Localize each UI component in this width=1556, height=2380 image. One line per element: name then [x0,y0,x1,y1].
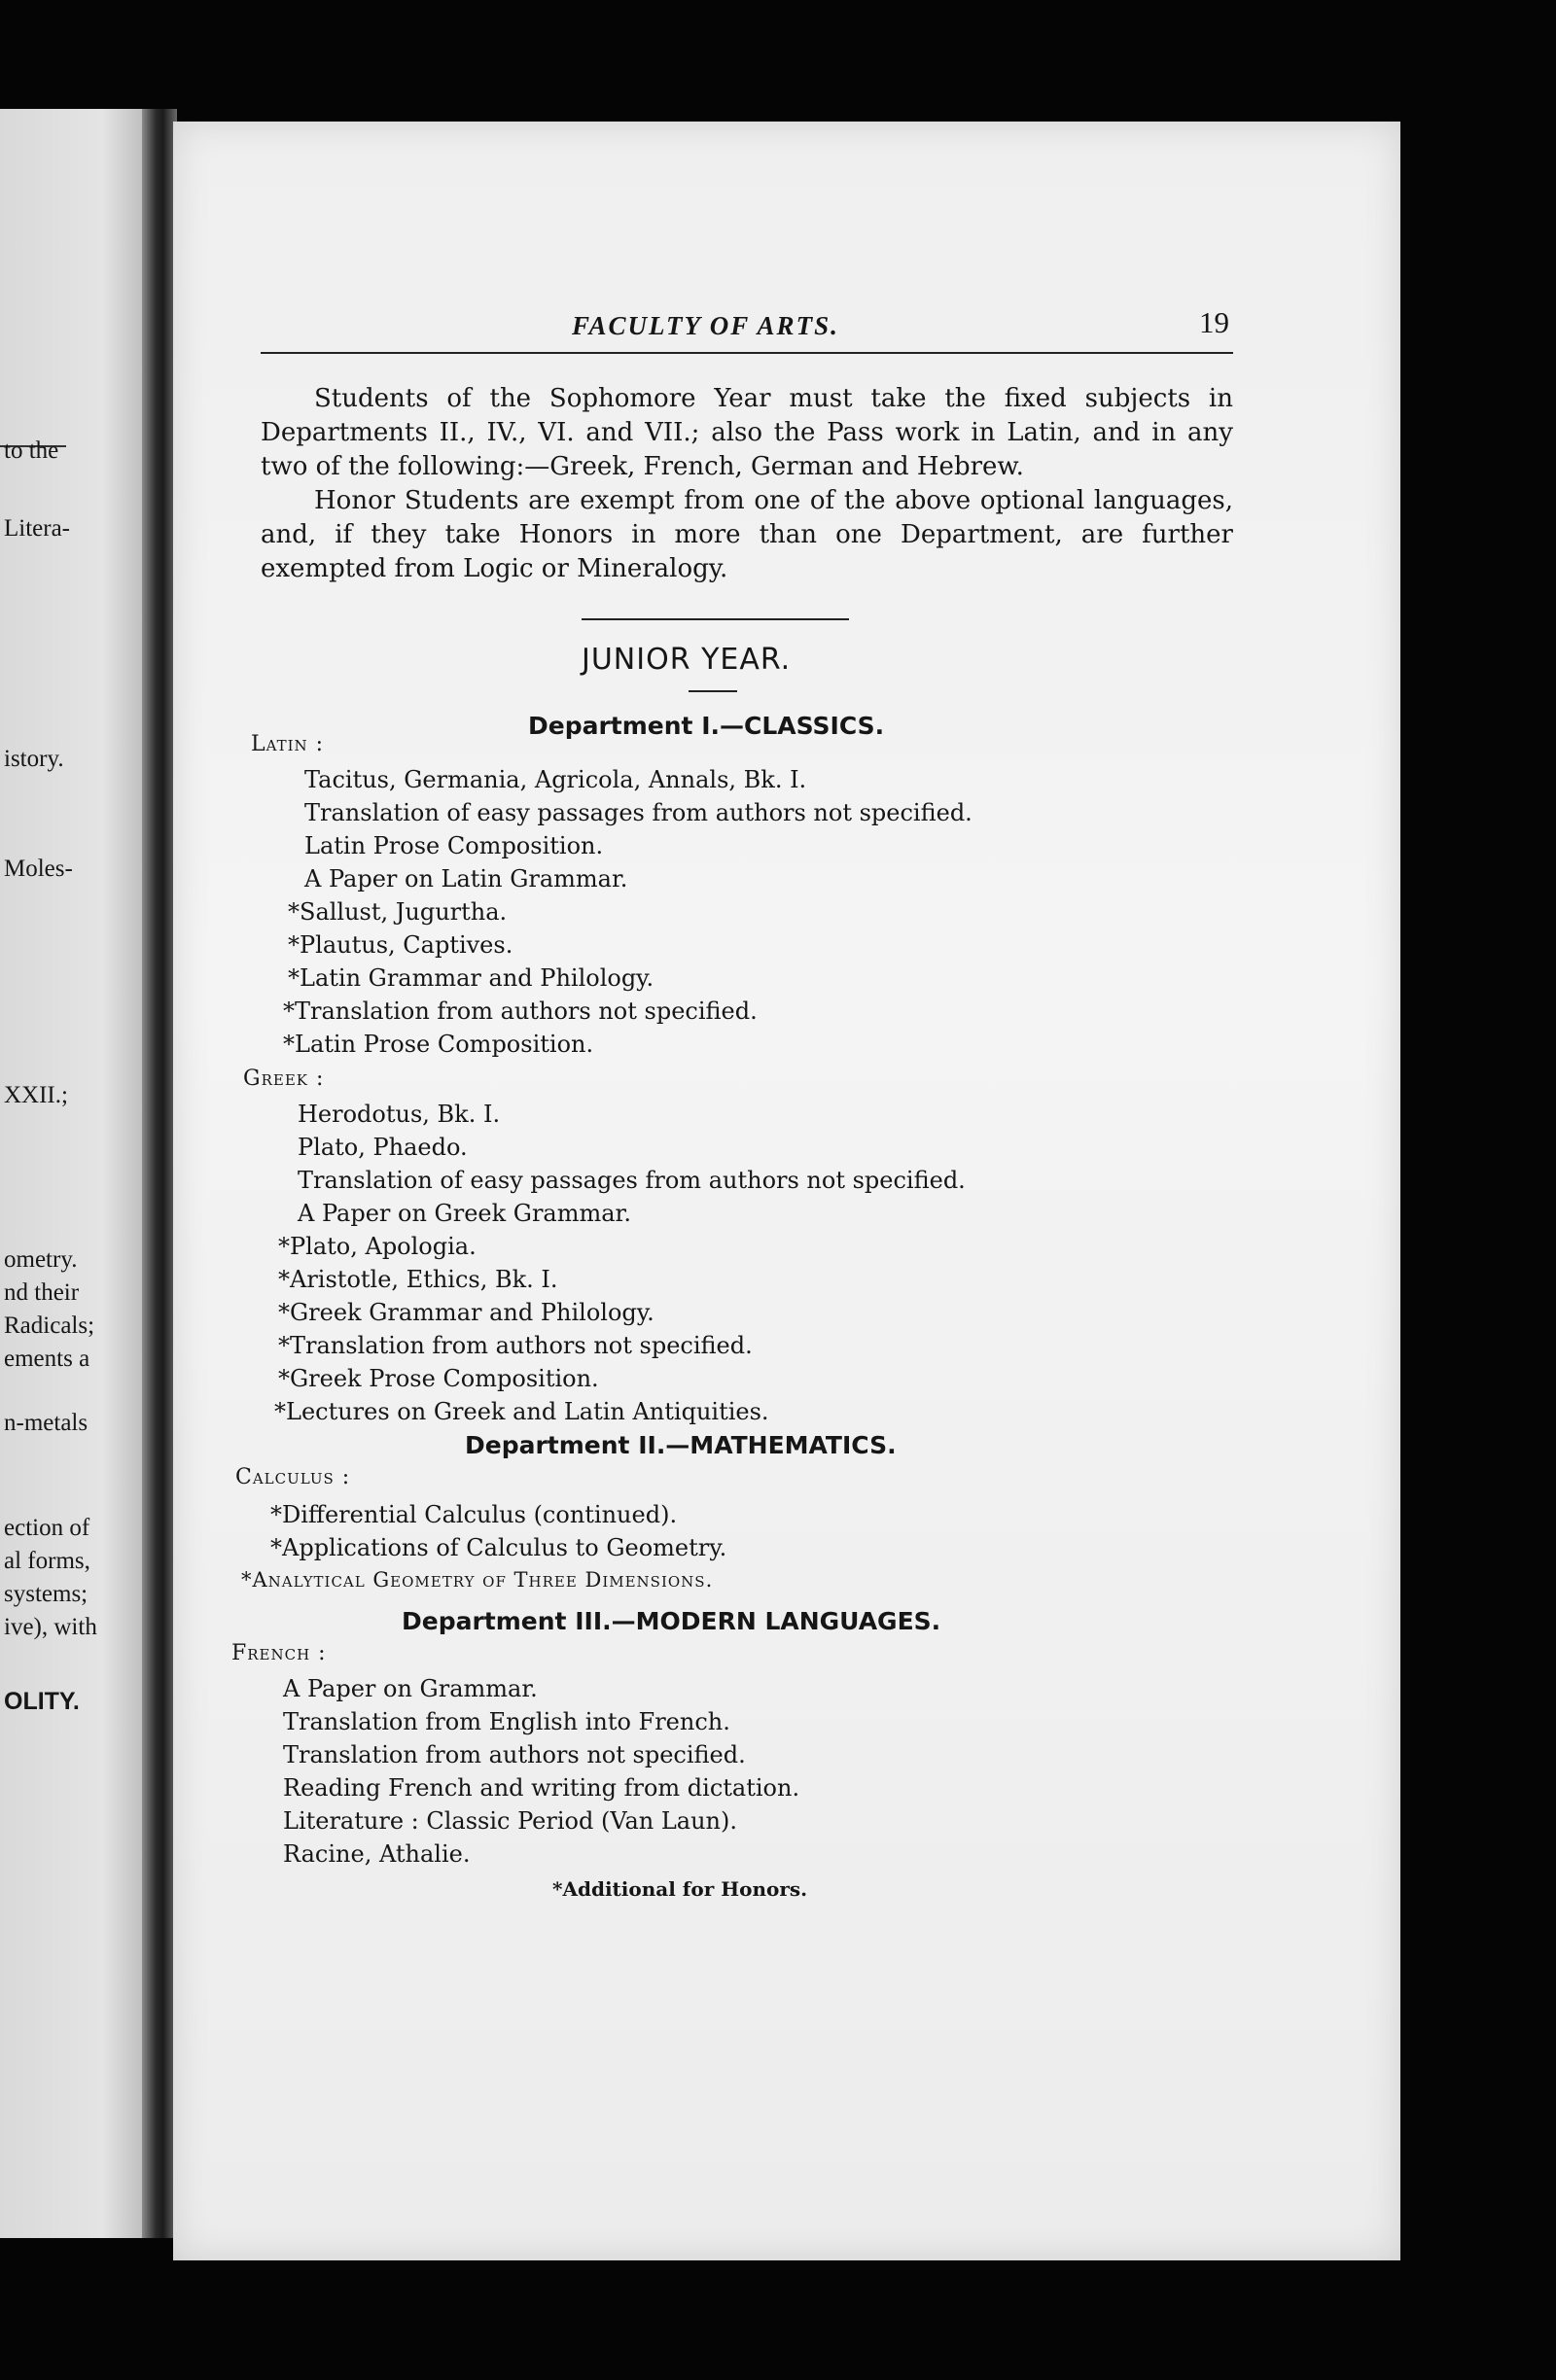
section-divider [582,618,849,620]
left-fragment: istory. [4,746,64,772]
left-fragment: nd their [4,1279,80,1306]
running-head: FACULTY OF ARTS. [572,311,839,340]
course-item: Tacitus, Germania, Agricola, Annals, Bk. I. [304,766,807,793]
subject-label: Greek : [243,1067,325,1091]
page-header [261,305,1233,354]
course-item: Translation from English into French. [283,1708,730,1735]
course-item: A Paper on Greek Grammar. [298,1200,632,1227]
subject-label: French : [231,1641,327,1665]
course-item: Literature : Classic Period (Van Laun). [283,1807,737,1835]
subject-label: Calculus : [235,1465,351,1489]
left-fragment: al forms, [4,1548,90,1574]
left-facing-page [0,109,146,2238]
course-item: *Plautus, Captives. [288,931,513,959]
course-item: Translation from authors not specified. [283,1741,746,1768]
page-number: 19 [1199,305,1229,339]
course-item: Reading French and writing from dictation. [283,1774,800,1802]
left-fragment: Litera- [4,515,71,542]
course-item: *Translation from authors not specified. [283,998,758,1025]
course-item: *Latin Prose Composition. [283,1031,594,1058]
intro-paragraph: Students of the Sophomore Year must take the fixed subjects in Departments II., IV., VI. and VII.; also the Pass work in Latin, and in any two of the following:—Greek, French, German and Hebrew. [261,384,1233,481]
left-fragment: Radicals; [4,1312,95,1339]
year-heading: JUNIOR YEAR. [582,643,792,677]
course-item: *Latin Grammar and Philology. [288,964,654,992]
footnote: *Additional for Honors. [552,1877,808,1901]
department-heading: Department I.—CLASSICS. [528,712,885,740]
course-item: *Lectures on Greek and Latin Antiquities. [274,1398,769,1425]
course-item: Racine, Athalie. [283,1840,471,1868]
left-fragment: ements a [4,1346,90,1372]
subject-label: Latin : [251,732,325,756]
course-item: *Translation from authors not specified. [278,1332,753,1359]
left-fragment: systems; [4,1581,88,1607]
department-heading: Department II.—MATHEMATICS. [465,1431,897,1459]
book-gutter [142,109,177,2238]
left-fragment: n-metals [4,1410,88,1436]
course-item: *Greek Prose Composition. [278,1365,599,1392]
left-fragment: ometry. [4,1246,78,1273]
course-item: Translation of easy passages from authors not specified. [298,1167,966,1194]
short-rule [689,690,737,692]
intro-paragraph: Honor Students are exempt from one of the above optional languages, and, if they take Honors in more than one Department, are further exempted from Logic or Mineralogy. [261,486,1233,583]
course-item: Translation of easy passages from authors not specified. [304,799,972,826]
course-item: *Aristotle, Ethics, Bk. I. [278,1266,558,1293]
left-fragment: Moles- [4,856,73,882]
course-item: *Plato, Apologia. [278,1233,477,1260]
left-fragment: OLITY. [4,1688,80,1715]
course-item: Latin Prose Composition. [304,832,604,859]
left-fragment: XXII.; [4,1082,68,1108]
subject-label: *Analytical Geometry of Three Dimensions. [241,1568,714,1592]
left-fragment: to the [4,438,59,464]
course-item: *Applications of Calculus to Geometry. [270,1534,727,1561]
course-item: *Differential Calculus (continued). [270,1501,678,1528]
course-item: *Greek Grammar and Philology. [278,1299,654,1326]
course-item: A Paper on Latin Grammar. [304,865,628,892]
course-item: Plato, Phaedo. [298,1134,468,1161]
page [173,122,1400,2260]
left-fragment: ection of [4,1515,90,1541]
course-item: *Sallust, Jugurtha. [288,898,508,926]
course-item: Herodotus, Bk. I. [298,1101,501,1128]
department-heading: Department III.—MODERN LANGUAGES. [402,1607,941,1635]
course-item: A Paper on Grammar. [283,1675,538,1702]
left-fragment: ive), with [4,1614,97,1640]
